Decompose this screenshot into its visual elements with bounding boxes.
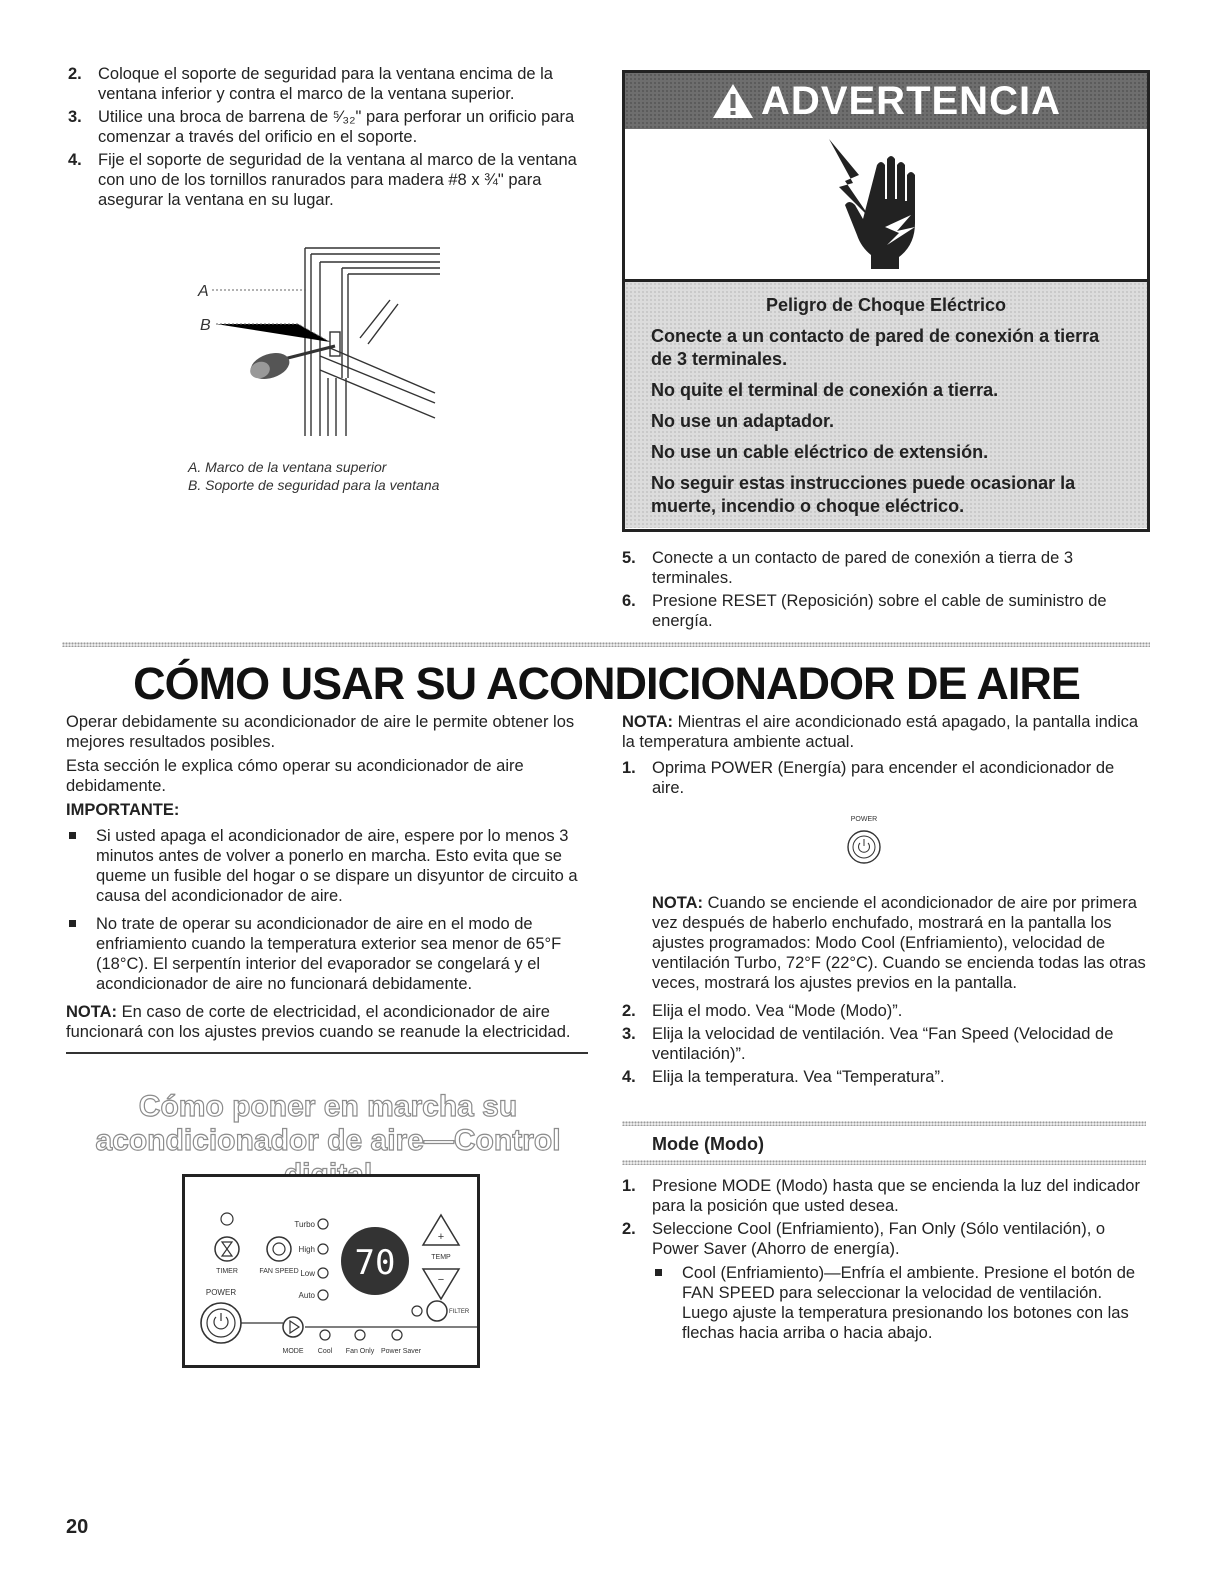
right-column: [622, 712, 1146, 1090]
mode-rule-top: [622, 1121, 1146, 1126]
warning-line: No seguir estas instrucciones puede ocasionar la muerte, incendio o choque eléctrico.: [651, 473, 1076, 516]
important-list: [66, 826, 590, 994]
caption-b: B. Soporte de seguridad para la ventana: [188, 477, 440, 493]
mode-label: MODE: [282, 1348, 304, 1355]
low-indicator-light: [318, 1268, 328, 1278]
warning-line: No use un cable eléctrico de extensión.: [651, 442, 989, 462]
auto-label: Auto: [298, 1291, 315, 1300]
first-power-note: NOTA: Cuando se enciende el acondicionador de aire por primera vez después de haberlo enchufado, mostrará en la pantalla los ajustes programados: Modo Cool (Enfriamiento), velocidad de ventilación Turbo, 72°F (22°C). Cuando se encienda todas las otras veces, mostrará los ajustes previos en la pantalla.: [652, 894, 1146, 992]
fan-only-indicator-light: [355, 1330, 365, 1340]
cool-indicator-light: [320, 1330, 330, 1340]
power-button-figure: [622, 801, 1146, 893]
fan-icon: [273, 1243, 285, 1255]
mode-heading: Mode (Modo): [652, 1134, 764, 1154]
timer-label: TIMER: [216, 1268, 238, 1275]
list-item: 1. Presione MODE (Modo) hasta que se encienda la luz del indicador para la posición que usted desea.: [622, 1177, 1140, 1215]
warning-box: [622, 70, 1150, 532]
connect-steps: [622, 548, 1142, 634]
list-item: 5. Conecte a un contacto de pared de conexión a tierra de 3 terminales.: [622, 549, 1074, 587]
list-item: 4. Elija la temperatura. Vea “Temperatura”.: [622, 1068, 945, 1086]
list-item: 3. Elija la velocidad de ventilación. Vea “Fan Speed (Velocidad de ventilación)”.: [622, 1025, 1114, 1063]
minus-icon: −: [437, 1274, 445, 1286]
mode-section: [622, 1176, 1146, 1351]
caption-a: A. Marco de la ventana superior: [188, 459, 387, 475]
list-item: Si usted apaga el acondicionador de aire, espere por lo menos 3 minutos antes de volver a ponerlo en marcha. Esto evita que se queme un fusible del hogar o se dispare un disyuntor de circuito a causa del acondicionador de aire.: [66, 826, 590, 906]
fan-speed-label: FAN SPEED: [259, 1268, 299, 1275]
list-item: Cool (Enfriamiento)—Enfría el ambiente. Presione el botón de FAN SPEED para seleccionar la velocidad de ventilación. Luego ajuste la temperatura presionando los botones con las flechas hacia arriba o hacia abajo.: [652, 1263, 1146, 1343]
bullet-square-icon: [69, 832, 76, 839]
page-title: CÓMO USAR SU ACONDICIONADOR DE AIRE: [133, 658, 1080, 709]
temp-label: TEMP: [431, 1254, 451, 1261]
warning-header: [625, 73, 1147, 129]
section-paragraph: Esta sección le explica cómo operar su acondicionador de aire debidamente.: [66, 757, 524, 795]
power-saver-label: Power Saver: [380, 1348, 422, 1355]
auto-indicator-light: [318, 1290, 328, 1300]
filter-indicator-light: [412, 1306, 422, 1316]
important-label: IMPORTANTE:: [66, 801, 180, 819]
warning-triangle-icon: [711, 82, 755, 120]
hourglass-icon: [222, 1242, 232, 1256]
window-bracket-figure: [190, 238, 450, 450]
filter-reset-button[interactable]: [427, 1301, 447, 1321]
play-arrow-icon: [290, 1321, 299, 1333]
electric-shock-hand-icon: [815, 135, 945, 275]
low-label: Low: [300, 1269, 315, 1278]
label-b: B: [200, 317, 211, 334]
fan-speed-button[interactable]: [267, 1237, 291, 1261]
power-button-illustration: [848, 831, 880, 863]
turbo-indicator-light: [318, 1219, 328, 1229]
window-bracket-steps: [68, 64, 588, 213]
left-column: [66, 712, 590, 1046]
temp-up-button[interactable]: [423, 1215, 459, 1245]
warning-heading: Peligro de Choque Eléctrico: [765, 295, 1007, 315]
label-a: A: [198, 283, 209, 300]
digital-control-panel: [182, 1174, 480, 1368]
power-saver-indicator-light: [392, 1330, 402, 1340]
list-item: 2. Elija el modo. Vea “Mode (Modo)”.: [622, 1002, 903, 1020]
warning-title: ADVERTENCIA: [761, 78, 1061, 123]
display-value: 70: [354, 1243, 396, 1283]
power-on-step: [622, 758, 1146, 798]
list-item: 2. Coloque el soporte de seguridad para la ventana encima de la ventana inferior y contra el marco de la ventana superior.: [68, 65, 553, 103]
warning-text-area: [625, 279, 1147, 528]
high-indicator-light: [318, 1244, 328, 1254]
power-icon: [859, 839, 870, 852]
turbo-label: Turbo: [294, 1220, 315, 1229]
warning-line: No quite el terminal de conexión a tierra.: [651, 380, 999, 400]
power-button[interactable]: [201, 1303, 241, 1343]
display-note: NOTA: Mientras el aire acondicionado está apagado, la pantalla indica la temperatura ambiente actual.: [622, 713, 1139, 751]
filter-label: FILTER: [449, 1309, 470, 1315]
window-bracket-illustration: [190, 238, 450, 450]
list-item: 6. Presione RESET (Reposición) sobre el cable de suministro de energía.: [622, 592, 1107, 630]
fan-only-label: Fan Only: [345, 1348, 375, 1355]
page-number: 20: [66, 1516, 89, 1538]
mode-options: [622, 1263, 1146, 1343]
list-item: 1. Oprima POWER (Energía) para encender el acondicionador de aire.: [622, 759, 1115, 797]
timer-button[interactable]: [215, 1237, 239, 1261]
timer-indicator-light: [221, 1213, 233, 1225]
warning-line: No use un adaptador.: [651, 411, 835, 431]
mode-rule-bottom: [622, 1160, 1146, 1165]
list-item: 2. Seleccione Cool (Enfriamiento), Fan Only (Sólo ventilación), o Power Saver (Ahorro de energía).: [622, 1220, 1106, 1258]
shock-hazard-area: [625, 129, 1147, 279]
power-icon-label: POWER: [850, 816, 878, 823]
cool-label: Cool: [317, 1348, 333, 1355]
high-label: High: [298, 1245, 315, 1254]
list-item: 3. Utilice una broca de barrena de ⁵⁄₃₂" para perforar un orificio para comenzar a través del orificio en el soporte.: [68, 108, 575, 146]
intro-paragraph: Operar debidamente su acondicionador de aire le permite obtener los mejores resultados posibles.: [66, 713, 575, 751]
power-label: POWER: [205, 1288, 237, 1297]
warning-line: Conecte a un contacto de pared de conexión a tierra de 3 terminales.: [651, 326, 1100, 369]
temp-down-button[interactable]: [423, 1269, 459, 1299]
subsection-heading: Cómo poner en marcha su acondicionador de aire—Control: [95, 1090, 561, 1157]
plus-icon: +: [437, 1231, 445, 1243]
bullet-square-icon: [655, 1269, 662, 1276]
power-icon: [214, 1313, 228, 1329]
mode-button[interactable]: [283, 1317, 303, 1337]
mode-steps: [622, 1176, 1146, 1259]
list-item: 4. Fije el soporte de seguridad de la ventana al marco de la ventana con uno de los tornillos ranurados para madera #8 x ¾" para asegurar la ventana en su lugar.: [68, 151, 577, 209]
section-divider: [62, 642, 1150, 647]
list-item: No trate de operar su acondicionador de aire en el modo de enfriamiento cuando la temperatura exterior sea menor de 65°F (18°C). El serpentín interior del evaporador se congelará y el acondicionador de aire no funcionará debidamente.: [66, 914, 590, 994]
setup-steps: [622, 1001, 1146, 1087]
power-outage-note: NOTA: En caso de corte de electricidad, el acondicionador de aire funcionará con los ajustes previos cuando se reanude la electricidad.: [66, 1003, 571, 1041]
column-rule: [66, 1052, 588, 1054]
figure-caption: [188, 458, 548, 494]
bullet-square-icon: [69, 920, 76, 927]
